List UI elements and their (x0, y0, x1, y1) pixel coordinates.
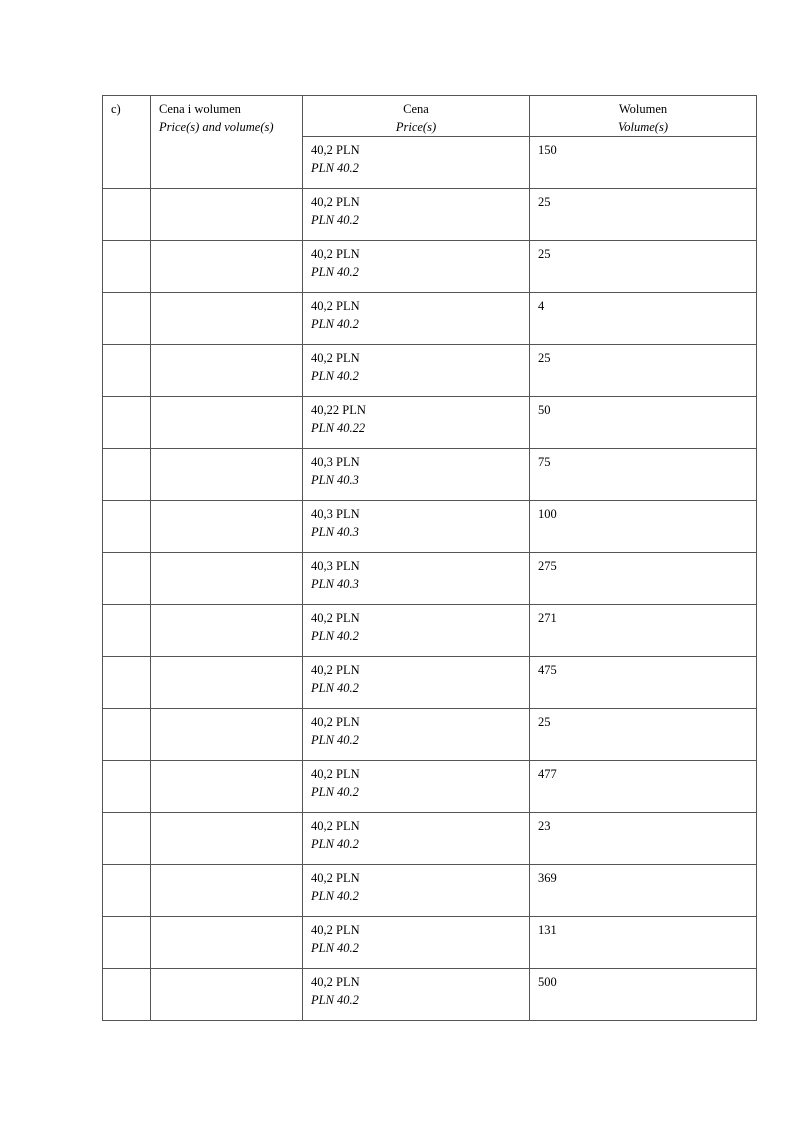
volume-cell (530, 189, 757, 241)
price-pl: 40,2 PLN (311, 247, 360, 261)
volume-value: 475 (538, 663, 557, 677)
price-en: PLN 40.2 (311, 213, 359, 227)
volume-cell (530, 137, 757, 189)
price-pl: 40,2 PLN (311, 923, 360, 937)
volume-value: 4 (538, 299, 545, 313)
price-pl: 40,3 PLN (311, 507, 360, 521)
volume-cell (530, 449, 757, 501)
section-label: c) (111, 102, 121, 116)
price-en: PLN 40.2 (311, 681, 359, 695)
empty-label-cell (103, 501, 151, 553)
volume-cell (530, 709, 757, 761)
empty-label-cell (103, 293, 151, 345)
table-row (103, 345, 757, 397)
volume-value: 25 (538, 715, 551, 729)
section-title-pl: Cena i wolumen (159, 102, 241, 116)
empty-title-cell (151, 293, 303, 345)
price-pl: 40,3 PLN (311, 455, 360, 469)
volume-cell (530, 813, 757, 865)
price-en: PLN 40.2 (311, 889, 359, 903)
price-en: PLN 40.2 (311, 837, 359, 851)
empty-label-cell (103, 813, 151, 865)
price-cell (303, 345, 530, 397)
empty-title-cell (151, 709, 303, 761)
price-pl: 40,2 PLN (311, 819, 360, 833)
volume-value: 25 (538, 351, 551, 365)
section-label-cell (103, 96, 151, 189)
table-row (103, 917, 757, 969)
empty-label-cell (103, 189, 151, 241)
price-cell (303, 397, 530, 449)
price-cell (303, 969, 530, 1021)
volume-cell (530, 761, 757, 813)
volume-value: 500 (538, 975, 557, 989)
price-cell (303, 657, 530, 709)
price-en: PLN 40.3 (311, 525, 359, 539)
price-pl: 40,2 PLN (311, 767, 360, 781)
price-pl: 40,2 PLN (311, 975, 360, 989)
volume-header-pl: Wolumen (618, 102, 668, 116)
price-pl: 40,3 PLN (311, 559, 360, 573)
volume-value: 150 (538, 143, 557, 157)
empty-label-cell (103, 969, 151, 1021)
price-en: PLN 40.22 (311, 421, 366, 435)
price-cell (303, 865, 530, 917)
volume-cell (530, 605, 757, 657)
price-en: PLN 40.2 (311, 265, 359, 279)
table-row (103, 813, 757, 865)
price-cell (303, 137, 530, 189)
table-row (103, 709, 757, 761)
volume-value: 477 (538, 767, 557, 781)
empty-label-cell (103, 397, 151, 449)
table-row (103, 969, 757, 1021)
table-body (103, 96, 757, 1021)
volume-value: 75 (538, 455, 551, 469)
table-row (103, 553, 757, 605)
price-header-pl: Cena (403, 102, 429, 116)
empty-title-cell (151, 605, 303, 657)
volume-cell (530, 553, 757, 605)
price-en: PLN 40.2 (311, 369, 359, 383)
volume-value: 271 (538, 611, 557, 625)
table-row (103, 397, 757, 449)
empty-title-cell (151, 813, 303, 865)
volume-cell (530, 501, 757, 553)
empty-title-cell (151, 969, 303, 1021)
price-pl: 40,2 PLN (311, 299, 360, 313)
volume-cell (530, 397, 757, 449)
price-pl: 40,2 PLN (311, 195, 360, 209)
empty-title-cell (151, 241, 303, 293)
volume-cell (530, 293, 757, 345)
price-en: PLN 40.2 (311, 629, 359, 643)
empty-label-cell (103, 345, 151, 397)
empty-label-cell (103, 865, 151, 917)
table-row (103, 189, 757, 241)
section-title-en: Price(s) and volume(s) (159, 120, 274, 134)
volume-header-en: Volume(s) (618, 120, 668, 134)
volume-cell (530, 917, 757, 969)
price-en: PLN 40.2 (311, 317, 359, 331)
empty-title-cell (151, 345, 303, 397)
empty-title-cell (151, 553, 303, 605)
price-volume-table (102, 95, 757, 1021)
volume-value: 50 (538, 403, 551, 417)
table-row (103, 501, 757, 553)
table-row (103, 761, 757, 813)
price-cell (303, 553, 530, 605)
price-cell (303, 501, 530, 553)
table-row (103, 657, 757, 709)
empty-title-cell (151, 657, 303, 709)
empty-title-cell (151, 397, 303, 449)
empty-label-cell (103, 917, 151, 969)
price-cell (303, 241, 530, 293)
header-row (103, 96, 757, 137)
table-row (103, 241, 757, 293)
empty-label-cell (103, 449, 151, 501)
volume-value: 25 (538, 195, 551, 209)
price-cell (303, 293, 530, 345)
price-cell (303, 605, 530, 657)
price-pl: 40,2 PLN (311, 351, 360, 365)
price-pl: 40,22 PLN (311, 403, 366, 417)
table-row (103, 449, 757, 501)
empty-title-cell (151, 501, 303, 553)
price-header-cell (303, 96, 530, 137)
price-cell (303, 917, 530, 969)
empty-label-cell (103, 605, 151, 657)
table-row (103, 605, 757, 657)
empty-label-cell (103, 709, 151, 761)
price-en: PLN 40.2 (311, 785, 359, 799)
empty-label-cell (103, 761, 151, 813)
volume-value: 23 (538, 819, 551, 833)
price-en: PLN 40.2 (311, 161, 359, 175)
volume-cell (530, 969, 757, 1021)
empty-label-cell (103, 553, 151, 605)
empty-title-cell (151, 761, 303, 813)
volume-header-cell (530, 96, 757, 137)
price-en: PLN 40.2 (311, 993, 359, 1007)
volume-cell (530, 865, 757, 917)
price-pl: 40,2 PLN (311, 715, 360, 729)
volume-value: 100 (538, 507, 557, 521)
volume-cell (530, 657, 757, 709)
price-pl: 40,2 PLN (311, 143, 360, 157)
volume-cell (530, 345, 757, 397)
price-en: PLN 40.2 (311, 941, 359, 955)
price-cell (303, 449, 530, 501)
empty-label-cell (103, 241, 151, 293)
price-en: PLN 40.3 (311, 577, 359, 591)
volume-value: 25 (538, 247, 551, 261)
volume-value: 275 (538, 559, 557, 573)
price-cell (303, 813, 530, 865)
price-cell (303, 189, 530, 241)
price-cell (303, 761, 530, 813)
empty-label-cell (103, 657, 151, 709)
price-en: PLN 40.3 (311, 473, 359, 487)
price-pl: 40,2 PLN (311, 611, 360, 625)
empty-title-cell (151, 189, 303, 241)
table-row (103, 293, 757, 345)
volume-value: 131 (538, 923, 557, 937)
empty-title-cell (151, 865, 303, 917)
section-title-cell (151, 96, 303, 189)
empty-title-cell (151, 917, 303, 969)
empty-title-cell (151, 449, 303, 501)
price-pl: 40,2 PLN (311, 871, 360, 885)
price-pl: 40,2 PLN (311, 663, 360, 677)
table-row (103, 865, 757, 917)
volume-cell (530, 241, 757, 293)
price-header-en: Price(s) (395, 120, 437, 134)
price-cell (303, 709, 530, 761)
volume-value: 369 (538, 871, 557, 885)
price-en: PLN 40.2 (311, 733, 359, 747)
